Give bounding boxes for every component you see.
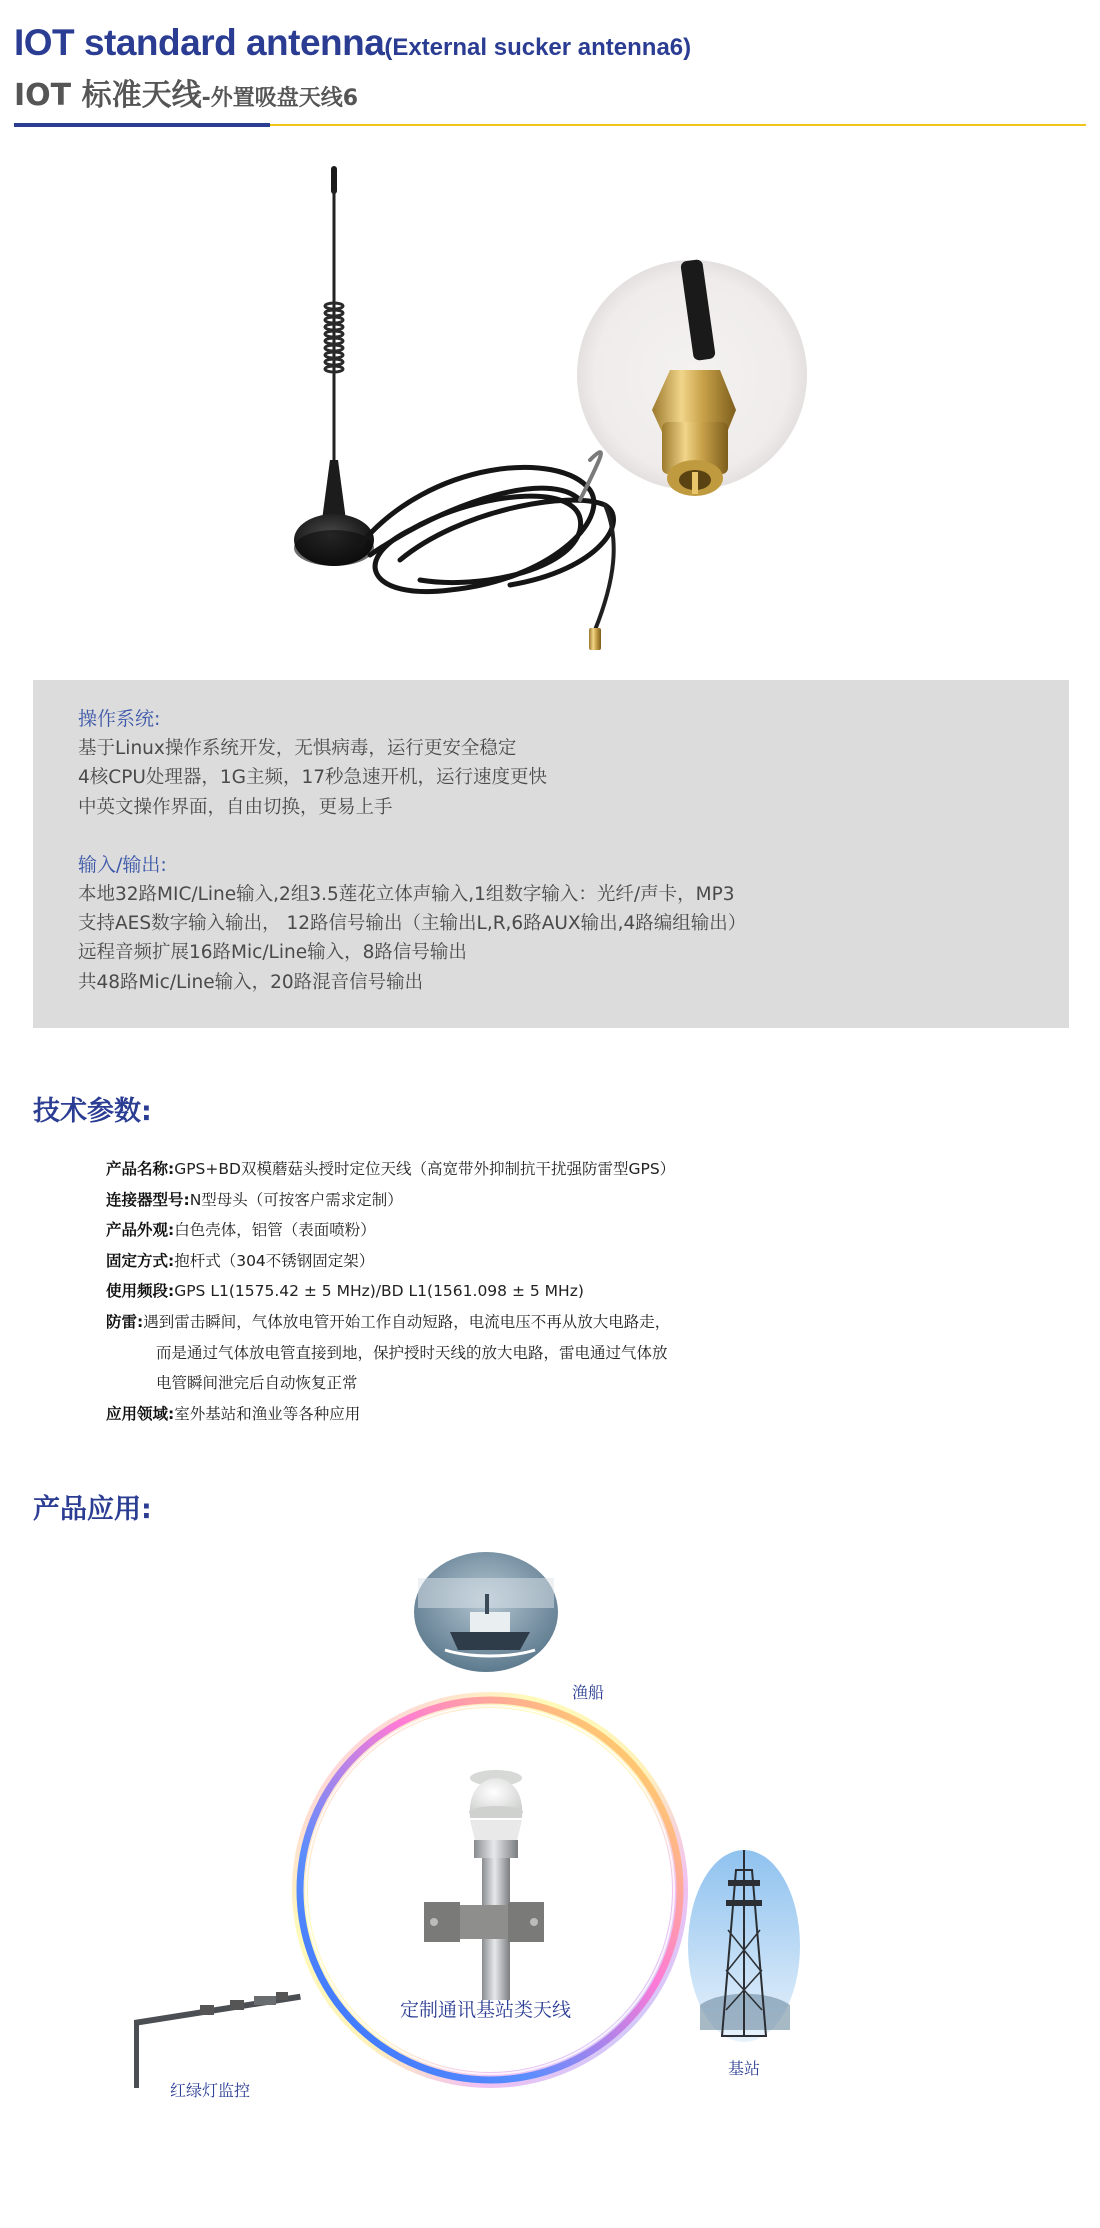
header-divider <box>14 123 1086 127</box>
spec-row <box>106 1276 1006 1307</box>
page-header <box>14 22 1086 114</box>
spec-label: 应用领域: <box>106 1404 175 1423</box>
spec-row <box>106 1215 1006 1246</box>
application-diagram <box>0 1550 1100 2150</box>
title-chinese-sub: -外置吸盘天线6 <box>201 86 359 111</box>
traffic-monitor-photo <box>134 1992 301 2088</box>
applications-heading: 产品应用: <box>33 1494 152 1525</box>
spec-value: 室外基站和渔业等各种应用 <box>174 1404 361 1423</box>
spec-value: 遇到雷击瞬间，气体放电管开始工作自动短路，电流电压不再从放大电路走， <box>143 1312 671 1331</box>
io-line: 共48路Mic/Line输入，20路混音信号输出 <box>78 971 424 993</box>
antenna-tip <box>331 166 337 194</box>
spec-row <box>106 1185 1006 1216</box>
spec-label: 连接器型号: <box>106 1190 190 1209</box>
spec-row-continuation <box>106 1368 1006 1399</box>
antenna-rod-base <box>322 460 346 520</box>
io-line: 远程音频扩展16路Mic/Line输入，8路信号输出 <box>78 942 467 964</box>
spec-row <box>106 1399 1006 1430</box>
traffic-monitor-label: 红绿灯监控 <box>170 2081 251 2100</box>
spec-label: 使用频段: <box>106 1282 175 1301</box>
spec-value: 白色壳体，铝管（表面喷粉） <box>174 1221 376 1240</box>
io-section-title: 输入/输出: <box>78 853 167 876</box>
base-station-label: 基站 <box>728 2059 761 2078</box>
spec-value: 抱杆式（304不锈钢固定架） <box>174 1251 375 1270</box>
header-divider-yellow <box>270 124 1086 126</box>
io-line: 支持AES数字输入输出， 12路信号输出（主输出L,R,6路AUX输出,4路编组输出） <box>78 913 747 935</box>
spec-row <box>106 1154 1006 1185</box>
center-gps-antenna-photo <box>424 1770 544 2000</box>
spec-label: 固定方式: <box>106 1251 175 1270</box>
antenna-cable <box>360 452 614 630</box>
base-station-photo <box>688 1850 800 2042</box>
spec-label: 产品外观: <box>106 1221 175 1240</box>
os-line: 中英文操作界面，自由切换，更易上手 <box>78 796 393 818</box>
os-line: 基于Linux操作系统开发，无惧病毒，运行更安全稳定 <box>78 738 517 759</box>
spec-value: GPS L1(1575.42 ± 5 MHz)/BD L1(1561.098 ± 5 MHz) <box>174 1282 584 1301</box>
title-chinese-main: IOT 标准天线 <box>14 78 202 113</box>
os-line: 4核CPU处理器，1G主频，17秒急速开机，运行速度更快 <box>78 767 548 789</box>
spec-row-continuation <box>106 1338 1006 1369</box>
antenna-product-photo <box>250 160 810 665</box>
spec-row <box>106 1246 1006 1277</box>
header-divider-blue <box>14 123 270 127</box>
title-english-main: IOT standard antenna <box>14 22 385 63</box>
spec-label: 产品名称: <box>106 1160 175 1178</box>
spec-row <box>106 1307 1006 1338</box>
spec-label: 防雷: <box>106 1312 144 1331</box>
cable-end-connector <box>589 628 601 650</box>
feature-info-panel <box>33 680 1069 1028</box>
specs-list <box>106 1154 1006 1429</box>
info-spacer <box>78 822 1069 851</box>
os-section-title: 操作系统: <box>78 708 161 730</box>
title-english-sub: (External sucker antenna6) <box>384 34 692 61</box>
specs-heading: 技术参数: <box>33 1096 152 1127</box>
spec-value: N型母头（可按客户需求定制） <box>189 1190 403 1209</box>
spec-value: GPS+BD双模蘑菇头授时定位天线（高宽带外抑制抗干扰强防雷型GPS） <box>174 1160 676 1178</box>
spec-value: 而是通过气体放电管直接到地，保护授时天线的放大电路，雷电通过气体放 <box>156 1343 668 1362</box>
center-antenna-label: 定制通讯基站类天线 <box>400 1999 572 2021</box>
fishing-boat-label: 渔船 <box>572 1683 605 1702</box>
application-diagram-graphics <box>0 1550 1100 2150</box>
title-chinese <box>14 70 1086 114</box>
io-line: 本地32路MIC/Line输入,2组3.5莲花立体声输入,1组数字输入：光纤/声卡，MP3 <box>78 883 735 905</box>
fishing-boat-photo <box>414 1552 558 1672</box>
title-english <box>14 22 1086 64</box>
spec-value: 电管瞬间泄完后自动恢复正常 <box>156 1374 358 1393</box>
